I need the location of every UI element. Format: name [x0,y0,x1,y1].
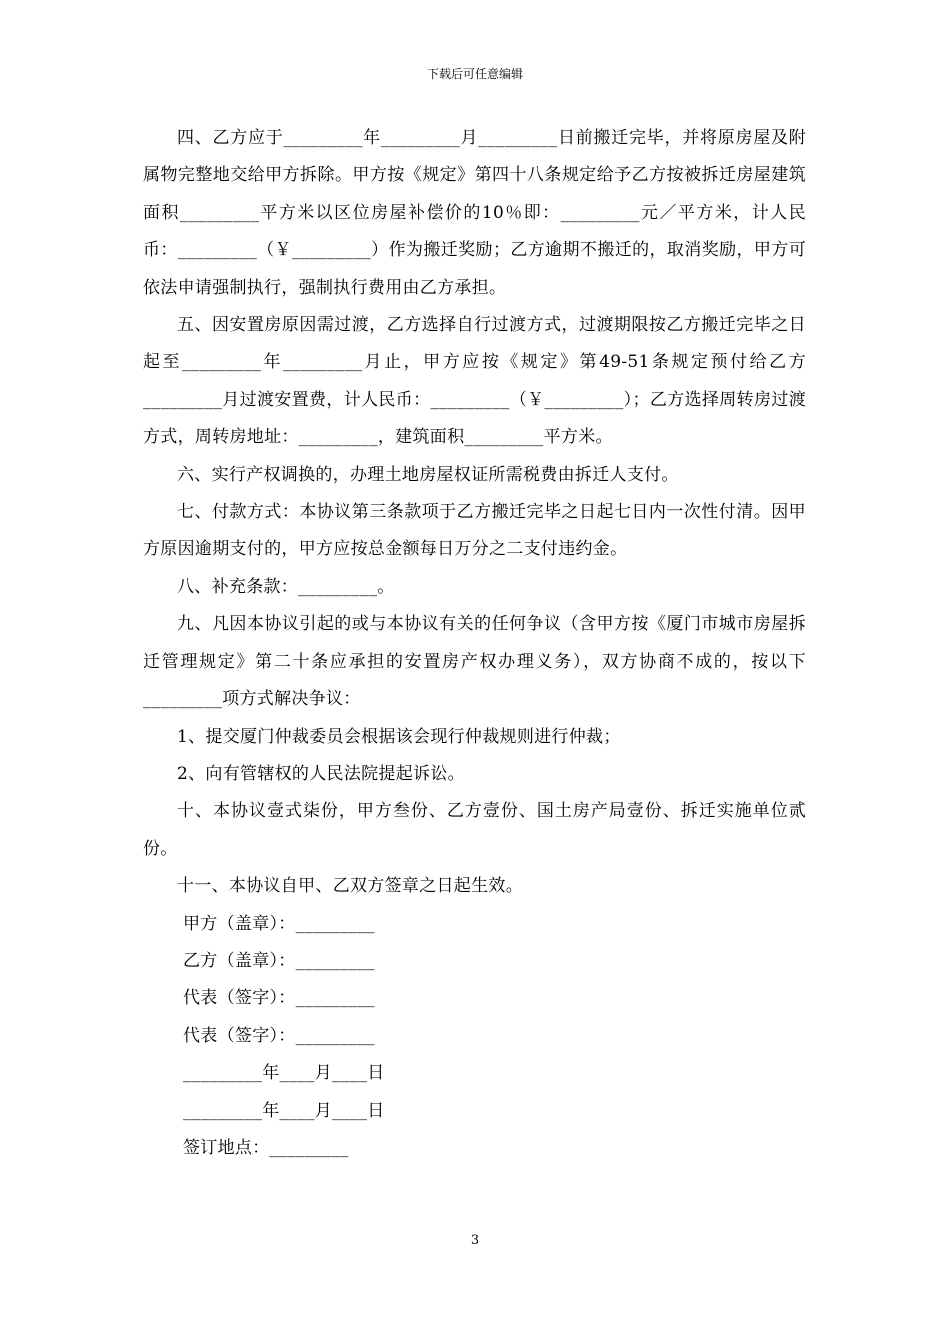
date-line: _________年____月____日 [183,1063,385,1084]
clause-9-option-1: 1、提交厦门仲裁委员会根据该会现行仲裁规则进行仲裁； [177,726,621,747]
page-header: 下载后可任意编辑 [426,67,523,81]
clause-9: 九、凡因本协议引起的或与本协议有关的任何争议（含甲方按《厦门市城市房屋拆迁管理规定》第二十条应承担的安置房产权办理义务），双方协商不成的，按以下_________项方式解决争议： [143,614,806,710]
representative-signature-line: 代表（签字）：_________ [183,1025,375,1046]
clause-9-option-2: 2、向有管辖权的人民法院提起诉讼。 [177,763,465,784]
clause-8: 八、补充条款：_________。 [177,576,395,597]
page-number: 3 [470,1233,480,1248]
clause-5: 五、因安置房原因需过渡，乙方选择自行过渡方式，过渡期限按乙方搬迁完毕之日起至_________年_________月止，甲方应按《规定》第49-51条规定预付给乙方_________月过渡安置费，计人民币：_________（￥_________）；乙方选择周转房过渡方式，周转房地址：_________，建筑面积_________平方米。 [143,315,806,448]
clause-10: 十、本协议壹式柒份，甲方叁份、乙方壹份、国土房产局壹份、拆迁实施单位贰份。 [143,801,806,859]
clause-6: 六、实行产权调换的，办理土地房屋权证所需税费由拆迁人支付。 [177,464,679,485]
party-a-seal-line: 甲方（盖章）：_________ [183,913,375,934]
clause-11: 十一、本协议自甲、乙双方签章之日起生效。 [177,876,523,897]
party-b-seal-line: 乙方（盖章）：_________ [183,950,375,971]
document-body [143,120,806,1167]
clause-7: 七、付款方式：本协议第三条款项于乙方搬迁完毕之日起七日内一次性付清。因甲方原因逾期支付的，甲方应按总金额每日万分之二支付违约金。 [143,502,806,560]
clause-4: 四、乙方应于_________年_________月_________日前搬迁完毕，并将原房屋及附属物完整地交给甲方拆除。甲方按《规定》第四十八条规定给予乙方按被拆迁房屋建筑面积_________平方米以区位房屋补偿价的10％即：_________元／平方米，计人民币：_________（￥_________）作为搬迁奖励；乙方逾期不搬迁的，取消奖励，甲方可依法申请强制执行，强制执行费用由乙方承担。 [143,128,806,298]
signing-place-line: 签订地点：_________ [183,1137,349,1158]
representative-signature-line: 代表（签字）：_________ [183,988,375,1009]
date-line: _________年____月____日 [183,1100,385,1121]
